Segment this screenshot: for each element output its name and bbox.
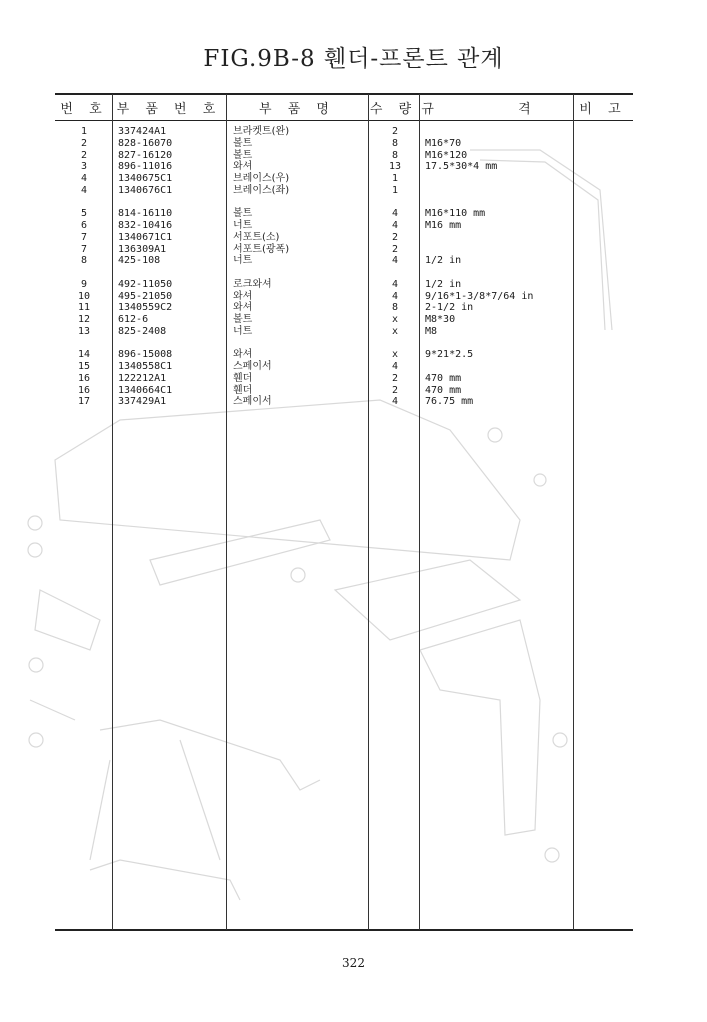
part-number: 337424A1 <box>118 126 167 137</box>
quantity: 4 <box>391 220 399 232</box>
quantity: 2 <box>391 384 399 396</box>
table-row <box>0 126 707 138</box>
part-number: 1340558C1 <box>118 361 173 373</box>
specification: M16*110 mm <box>425 208 486 220</box>
quantity: 1 <box>391 173 399 185</box>
item-number: 5 <box>80 208 88 220</box>
quantity: x <box>391 349 399 361</box>
table-row <box>0 291 707 303</box>
specification: M8*30 <box>425 314 456 326</box>
table-row <box>0 185 707 197</box>
part-name: 볼트 <box>233 314 253 326</box>
quantity: 13 <box>388 161 402 173</box>
specification: 2-1/2 in <box>425 302 474 314</box>
part-number: 1340664C1 <box>118 384 173 396</box>
table-row <box>0 373 707 385</box>
table-row <box>0 255 707 267</box>
header-remark: 비 고 <box>579 102 627 117</box>
item-number: 14 <box>77 349 91 361</box>
table-row <box>0 232 707 244</box>
table-row <box>0 349 707 361</box>
part-name: 와셔 <box>233 302 253 314</box>
page-title: FIG.9B-8 휀더-프론트 관계 <box>203 46 504 72</box>
item-number: 16 <box>77 384 91 396</box>
item-number: 9 <box>80 278 88 290</box>
part-number: 337429A1 <box>118 396 167 408</box>
specification: M8 <box>425 325 438 337</box>
part-number: 1340559C2 <box>118 302 173 314</box>
table-row <box>0 244 707 256</box>
specification: 1/2 in <box>425 255 462 267</box>
quantity: 4 <box>391 255 399 267</box>
quantity: 1 <box>391 184 399 196</box>
table-row <box>0 314 707 326</box>
item-number: 3 <box>80 161 88 173</box>
specification: M16*70 <box>425 137 462 149</box>
item-number: 8 <box>80 255 88 267</box>
part-name: 브라켓트(완) <box>233 126 290 137</box>
item-number: 2 <box>80 149 88 161</box>
table-row <box>0 161 707 173</box>
table-top-rule <box>55 93 633 95</box>
header-qty: 수 량 <box>369 102 418 117</box>
part-name: 브레이스(우) <box>233 173 290 185</box>
quantity: 2 <box>391 231 399 243</box>
part-number: 827-16120 <box>118 149 173 161</box>
table-bottom-rule <box>55 929 633 931</box>
specification: 1/2 in <box>425 278 462 290</box>
header-part-name: 부 품 명 <box>259 102 335 117</box>
part-number: 136309A1 <box>118 243 167 255</box>
part-name: 볼트 <box>233 137 253 149</box>
part-number: 832-10416 <box>118 220 173 232</box>
quantity: 4 <box>391 396 399 408</box>
part-name: 스페이서 <box>233 361 272 373</box>
table-row <box>0 220 707 232</box>
header-bottom-rule <box>55 120 633 121</box>
part-name: 와셔 <box>233 290 253 302</box>
table-row <box>0 302 707 314</box>
part-number: 492-11050 <box>118 278 173 290</box>
item-number: 15 <box>77 361 91 373</box>
item-number: 4 <box>80 184 88 196</box>
item-number: 12 <box>77 314 91 326</box>
header-part-no: 부 품 번 호 <box>116 102 222 117</box>
header-spec: 규 격 <box>421 102 571 117</box>
table-row <box>0 173 707 185</box>
specification: 470 mm <box>425 384 462 396</box>
part-name: 볼트 <box>233 208 253 220</box>
quantity: 8 <box>391 149 399 161</box>
table-row <box>0 138 707 150</box>
table-row <box>0 208 707 220</box>
quantity: 2 <box>391 126 399 137</box>
part-name: 서포트(광폭) <box>233 243 290 255</box>
quantity: 4 <box>391 290 399 302</box>
specification: 9*21*2.5 <box>425 349 474 361</box>
part-name: 휀더 <box>233 372 253 384</box>
quantity: x <box>391 325 399 337</box>
specification: 470 mm <box>425 372 462 384</box>
part-name: 너트 <box>233 255 253 267</box>
quantity: 8 <box>391 137 399 149</box>
item-number: 16 <box>77 372 91 384</box>
part-name: 와셔 <box>233 349 253 361</box>
item-number: 13 <box>77 325 91 337</box>
parts-table-body <box>0 126 707 408</box>
table-row <box>0 385 707 397</box>
part-number: 122212A1 <box>118 372 167 384</box>
specification: M16 mm <box>425 220 462 232</box>
part-name: 볼트 <box>233 149 253 161</box>
part-number: 814-16110 <box>118 208 173 220</box>
quantity: 8 <box>391 302 399 314</box>
part-name: 와셔 <box>233 161 253 173</box>
quantity: 4 <box>391 361 399 373</box>
item-number: 7 <box>80 231 88 243</box>
part-name: 너트 <box>233 325 253 337</box>
part-number: 1340676C1 <box>118 184 173 196</box>
part-number: 425-108 <box>118 255 161 267</box>
part-name: 스페이서 <box>233 396 272 408</box>
table-row <box>0 150 707 162</box>
part-number: 1340675C1 <box>118 173 173 185</box>
quantity: 2 <box>391 372 399 384</box>
part-name: 로크와셔 <box>233 278 272 290</box>
part-number: 1340671C1 <box>118 231 173 243</box>
item-number: 6 <box>80 220 88 232</box>
specification: 17.5*30*4 mm <box>425 161 498 173</box>
quantity: 2 <box>391 243 399 255</box>
table-row <box>0 361 707 373</box>
table-row <box>0 279 707 291</box>
part-number: 495-21050 <box>118 290 173 302</box>
specification: 76.75 mm <box>425 396 474 408</box>
part-name: 너트 <box>233 220 253 232</box>
quantity: 4 <box>391 278 399 290</box>
specification: M16*120 <box>425 149 468 161</box>
quantity: 4 <box>391 208 399 220</box>
quantity: x <box>391 314 399 326</box>
item-number: 11 <box>77 302 91 314</box>
part-number: 612-6 <box>118 314 149 326</box>
item-number: 7 <box>80 243 88 255</box>
part-number: 896-11016 <box>118 161 173 173</box>
item-number: 2 <box>80 137 88 149</box>
item-number: 17 <box>77 396 91 408</box>
part-number: 828-16070 <box>118 137 173 149</box>
table-row <box>0 396 707 408</box>
part-name: 서포트(소) <box>233 231 280 243</box>
table-row <box>0 326 707 338</box>
part-number: 825-2408 <box>118 325 167 337</box>
item-number: 1 <box>80 126 88 137</box>
part-name: 브레이스(좌) <box>233 184 290 196</box>
part-name: 휀더 <box>233 384 253 396</box>
page-number: 322 <box>342 956 365 970</box>
item-number: 4 <box>80 173 88 185</box>
header-no: 번 호 <box>60 102 108 117</box>
item-number: 10 <box>77 290 91 302</box>
specification: 9/16*1-3/8*7/64 in <box>425 290 534 302</box>
part-number: 896-15008 <box>118 349 173 361</box>
